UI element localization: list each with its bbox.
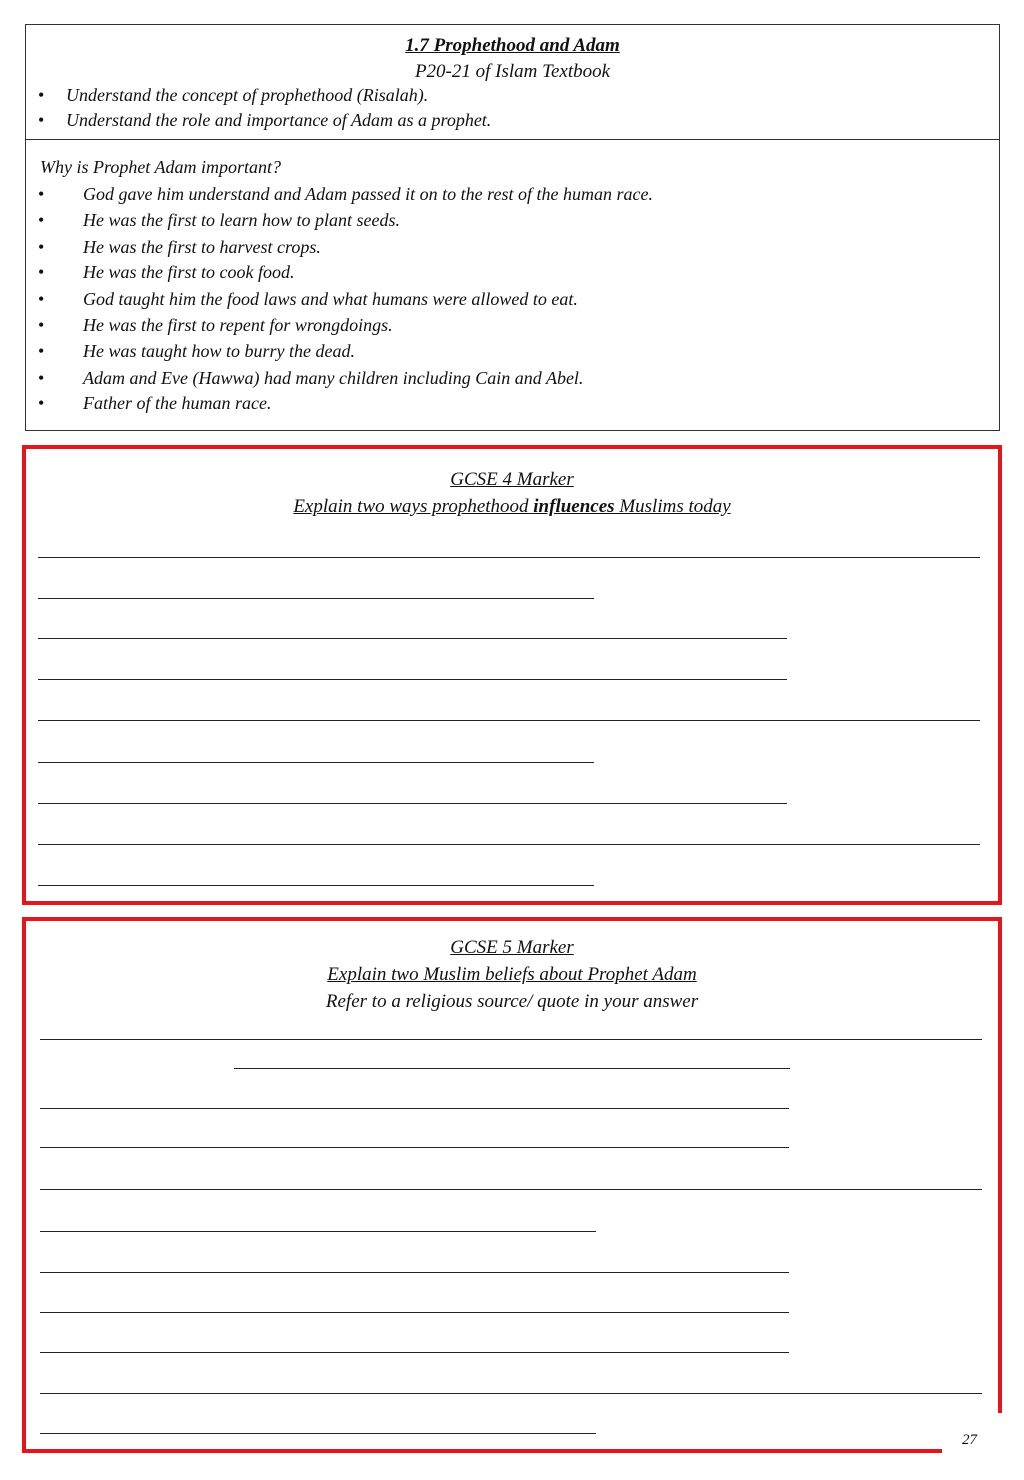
question-instruction: Refer to a religious source/ quote in your answer — [325, 991, 699, 1012]
answer-line[interactable] — [234, 1068, 790, 1069]
gcse-5-marker-question — [22, 917, 1002, 1453]
bullet-icon: • — [38, 262, 45, 282]
answer-line[interactable] — [40, 1352, 789, 1353]
bullet-icon: • — [38, 184, 45, 204]
bullet-icon: • — [38, 315, 45, 335]
question-heading: GCSE 4 Marker — [450, 469, 574, 490]
importance-point: He was taught how to burry the dead. — [83, 341, 355, 361]
answer-line[interactable] — [40, 1272, 789, 1273]
page-number: 27 — [962, 1432, 977, 1448]
importance-point: Father of the human race. — [83, 393, 272, 413]
gcse-4-marker-question — [22, 445, 1002, 905]
bullet-icon: • — [38, 85, 45, 105]
bullet-icon: • — [38, 393, 45, 413]
bullet-icon: • — [38, 237, 45, 257]
importance-point: God taught him the food laws and what humans were allowed to eat. — [83, 289, 578, 309]
bullet-icon: • — [38, 210, 45, 230]
objective-item: Understand the role and importance of Adam as a prophet. — [66, 110, 492, 130]
lesson-title: 1.7 Prophethood and Adam — [405, 35, 620, 56]
importance-point: He was the first to cook food. — [83, 262, 295, 282]
importance-section — [25, 139, 1000, 431]
answer-line[interactable] — [38, 598, 594, 599]
answer-line[interactable] — [38, 679, 787, 680]
answer-line[interactable] — [38, 557, 980, 558]
importance-question: Why is Prophet Adam important? — [40, 157, 281, 177]
importance-point: He was the first to learn how to plant seeds. — [83, 210, 400, 230]
answer-line[interactable] — [40, 1433, 596, 1434]
bullet-icon: • — [38, 368, 45, 388]
answer-line[interactable] — [38, 844, 980, 845]
importance-point: God gave him understand and Adam passed it on to the rest of the human race. — [83, 184, 653, 204]
question-heading: GCSE 5 Marker — [450, 937, 574, 958]
answer-line[interactable] — [40, 1039, 982, 1040]
importance-point: He was the first to repent for wrongdoings. — [83, 315, 393, 335]
answer-line[interactable] — [40, 1147, 789, 1148]
answer-line[interactable] — [40, 1393, 982, 1394]
question-prompt: Explain two ways prophethood influences Muslims today — [293, 496, 731, 517]
bullet-icon: • — [38, 341, 45, 361]
lesson-header — [25, 24, 1000, 140]
emphasis-word: influences — [533, 496, 615, 517]
answer-line[interactable] — [40, 1189, 982, 1190]
answer-line[interactable] — [40, 1312, 789, 1313]
answer-line[interactable] — [38, 762, 594, 763]
answer-line[interactable] — [38, 803, 787, 804]
bullet-icon: • — [38, 110, 45, 130]
answer-line[interactable] — [38, 720, 980, 721]
answer-line[interactable] — [38, 885, 594, 886]
question-prompt: Explain two Muslim beliefs about Prophet Adam — [327, 964, 697, 985]
textbook-reference: P20-21 of Islam Textbook — [414, 61, 611, 82]
answer-line[interactable] — [40, 1231, 596, 1232]
objective-item: Understand the concept of prophethood (Risalah). — [66, 85, 429, 105]
answer-line[interactable] — [40, 1108, 789, 1109]
answer-line[interactable] — [38, 638, 787, 639]
importance-point: He was the first to harvest crops. — [83, 237, 321, 257]
bullet-icon: • — [38, 289, 45, 309]
importance-point: Adam and Eve (Hawwa) had many children including Cain and Abel. — [83, 368, 584, 388]
